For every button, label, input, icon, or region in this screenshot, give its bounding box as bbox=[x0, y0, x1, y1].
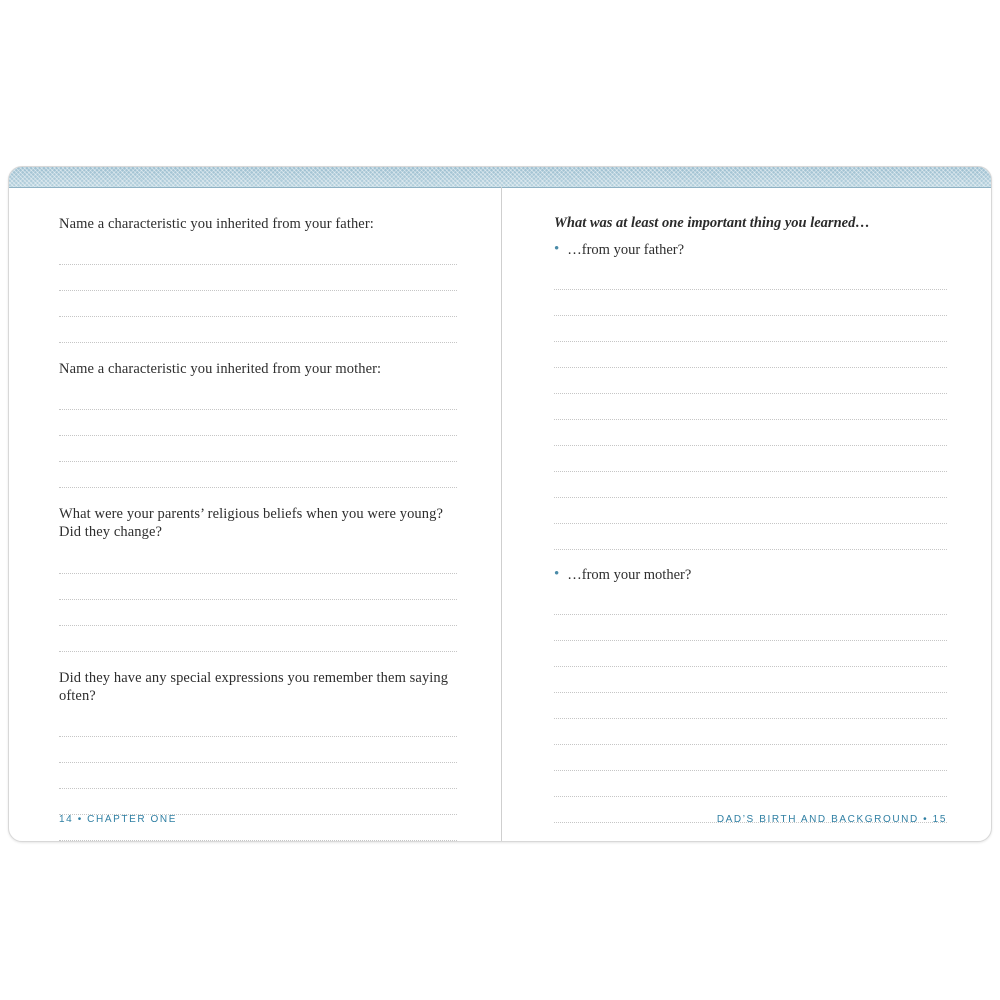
writing-line[interactable] bbox=[554, 368, 947, 394]
question-text: Name a characteristic you inherited from your mother: bbox=[59, 361, 382, 378]
writing-line[interactable] bbox=[554, 719, 947, 745]
writing-line[interactable] bbox=[554, 472, 947, 498]
writing-line[interactable] bbox=[59, 574, 457, 600]
writing-line[interactable] bbox=[59, 711, 457, 737]
writing-line[interactable] bbox=[59, 265, 457, 291]
writing-lines[interactable] bbox=[59, 239, 457, 343]
writing-line[interactable] bbox=[59, 384, 457, 410]
writing-line[interactable] bbox=[554, 498, 947, 524]
writing-line[interactable] bbox=[59, 737, 457, 763]
bullet-dot-icon: • bbox=[554, 241, 560, 257]
decorative-top-band bbox=[9, 167, 991, 188]
writing-line[interactable] bbox=[59, 626, 457, 652]
writing-lines[interactable] bbox=[59, 548, 457, 652]
writing-line[interactable] bbox=[59, 410, 457, 436]
writing-line[interactable] bbox=[59, 317, 457, 343]
writing-lines[interactable] bbox=[554, 589, 947, 823]
left-page-footer: 14 • CHAPTER ONE bbox=[59, 814, 178, 825]
writing-lines[interactable] bbox=[59, 384, 457, 488]
right-page bbox=[502, 187, 992, 842]
writing-line[interactable] bbox=[554, 264, 947, 290]
question-text: What were your parents’ religious beliefs when you were young? Did they change? bbox=[59, 506, 444, 541]
writing-line[interactable] bbox=[554, 420, 947, 446]
question-block bbox=[554, 567, 947, 823]
question-block bbox=[59, 215, 457, 343]
question-text: Did they have any special expressions you remember them saying often? bbox=[59, 669, 449, 704]
writing-line[interactable] bbox=[554, 589, 947, 615]
writing-line[interactable] bbox=[59, 548, 457, 574]
section-intro: What was at least one important thing you learned… bbox=[554, 215, 870, 231]
question-block bbox=[59, 505, 457, 651]
writing-line[interactable] bbox=[554, 693, 947, 719]
writing-line[interactable] bbox=[554, 316, 947, 342]
writing-line[interactable] bbox=[59, 291, 457, 317]
writing-line[interactable] bbox=[554, 667, 947, 693]
book-spread bbox=[8, 166, 992, 842]
right-page-footer: DAD’S BIRTH AND BACKGROUND • 15 bbox=[716, 814, 947, 825]
writing-line[interactable] bbox=[554, 745, 947, 771]
writing-line[interactable] bbox=[59, 462, 457, 488]
writing-line[interactable] bbox=[59, 600, 457, 626]
question-text: Name a characteristic you inherited from your father: bbox=[59, 216, 374, 232]
writing-line[interactable] bbox=[554, 290, 947, 316]
writing-line[interactable] bbox=[554, 641, 947, 667]
writing-lines[interactable] bbox=[554, 264, 947, 550]
writing-line[interactable] bbox=[59, 239, 457, 265]
left-page bbox=[9, 187, 501, 842]
bullet-dot-icon: • bbox=[554, 566, 560, 582]
writing-line[interactable] bbox=[554, 446, 947, 472]
writing-line[interactable] bbox=[59, 436, 457, 462]
question-block bbox=[59, 360, 457, 488]
question-text: …from your mother? bbox=[567, 567, 692, 583]
writing-line[interactable] bbox=[59, 789, 457, 815]
writing-line[interactable] bbox=[554, 615, 947, 641]
writing-line[interactable] bbox=[59, 841, 457, 842]
writing-line[interactable] bbox=[554, 342, 947, 368]
question-text: …from your father? bbox=[567, 242, 685, 258]
question-block bbox=[554, 242, 947, 550]
bullet-question bbox=[554, 242, 947, 259]
writing-line[interactable] bbox=[554, 524, 947, 550]
writing-line[interactable] bbox=[59, 763, 457, 789]
writing-line[interactable] bbox=[554, 771, 947, 797]
bullet-question bbox=[554, 567, 947, 584]
writing-line[interactable] bbox=[554, 394, 947, 420]
